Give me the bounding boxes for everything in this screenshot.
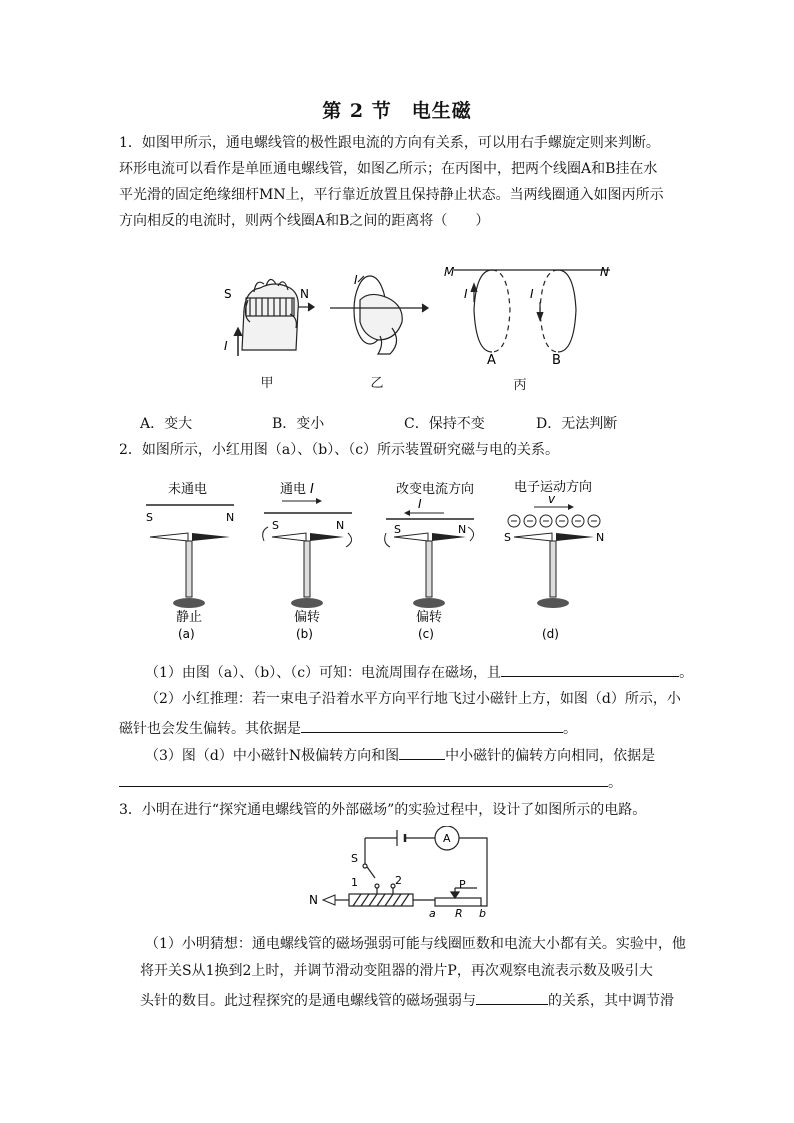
fig-bing-I-right: I xyxy=(530,287,534,301)
q1-option-b[interactable]: B．变小 xyxy=(272,416,325,432)
figure-b-current-on xyxy=(258,475,358,645)
q2-sub1: （1）由图（a）、（b）、（c）可知：电流周围存在磁场，且 。 xyxy=(145,660,693,683)
q1-option-d[interactable]: D．无法判断 xyxy=(536,416,618,432)
circuit-R-label: R xyxy=(455,907,463,920)
q2-sub2a: （2）小红推理：若一束电子沿着水平方向平行地飞过小磁针上方，如图（d）所示，小 xyxy=(145,691,681,707)
panel-b-label: (b) xyxy=(296,627,313,641)
panel-c-N: N xyxy=(458,523,467,536)
q1-text: 1．如图甲所示，通电螺线管的极性跟电流的方向有关系，可以用右手螺旋定则来判断。环形电流可以看作是单匝通电螺线管，如图乙所示；在丙图中，把两个线圈A和B挂在水平光滑的固定绝缘细杆MN上，平行靠近放置且保持静止状态。当两线圈通入如图丙所示方向相反的电流时，则两个线圈A和B之间的距离将（ ） xyxy=(119,135,664,229)
q3-sub1-answer-blank[interactable] xyxy=(476,988,548,1005)
panel-a-N: N xyxy=(226,511,235,524)
figure-d-electron-beam xyxy=(500,475,610,645)
panel-c-I: I xyxy=(418,497,422,511)
panel-c-S: S xyxy=(394,523,401,536)
q2-sub2-answer-blank[interactable] xyxy=(301,716,563,733)
panel-d-N: N xyxy=(596,531,605,544)
panel-c-top-label: 改变电流方向 xyxy=(396,482,475,497)
circuit-switch-label: S xyxy=(351,852,358,865)
q3-text: 3．小明在进行“探究通电螺线管的外部磁场”的实验过程中，设计了如图所示的电路。 xyxy=(119,802,647,818)
page-title: 第 2 节 电生磁 xyxy=(322,100,472,122)
figure-circuit xyxy=(305,826,505,922)
panel-d-label: (d) xyxy=(542,627,559,641)
q3-sub1-line2: 将开关S从1换到2上时，并调节滑动变阻器的滑片P，再次观察电流表示数及吸引大 xyxy=(140,963,653,979)
q2-sub1-answer-blank[interactable] xyxy=(501,660,679,677)
fig-bing-A-label: A xyxy=(487,353,496,367)
fig-yi-caption: 乙 xyxy=(370,376,384,391)
fig-bing-I-left: I xyxy=(464,287,468,301)
panel-d-top-label: 电子运动方向 xyxy=(514,480,593,495)
fig-yi-I-label: I xyxy=(354,273,358,287)
panel-a-S: S xyxy=(146,511,153,524)
panel-b-I: I xyxy=(310,482,314,497)
figure-a-no-current xyxy=(140,475,240,645)
fig-jia-N-label: N xyxy=(300,287,309,301)
q3-sub1-line1: （1）小明猜想：通电螺线管的磁场强弱可能与线圈匝数和电流大小都有关。实验中，他 xyxy=(145,936,686,952)
fig-jia-caption: 甲 xyxy=(260,376,274,391)
panel-c-state: 偏转 xyxy=(416,610,443,625)
panel-d-v: v xyxy=(548,492,556,506)
circuit-b-label: b xyxy=(479,907,486,920)
q2-sub3-figure-blank[interactable] xyxy=(399,743,445,760)
q2-sub3-answer-blank[interactable] xyxy=(119,770,608,787)
circuit-slider-P: P xyxy=(459,878,466,891)
fig-jia-S-label: S xyxy=(224,287,232,301)
circuit-ammeter-label: A xyxy=(443,832,451,845)
figure-yi-ring-current xyxy=(330,270,435,365)
fig-jia-I-label: I xyxy=(224,339,228,353)
figure-bing-two-coils xyxy=(440,262,620,367)
q2-text: 2．如图所示，小红用图（a）、（b）、（c）所示装置研究磁与电的关系。 xyxy=(119,442,560,458)
panel-a-top-label: 未通电 xyxy=(168,482,208,497)
figure-jia-right-hand-solenoid xyxy=(220,270,325,370)
figure-c-reversed-current xyxy=(380,475,480,645)
panel-b-N: N xyxy=(336,519,345,532)
panel-b-top-label: 通电 xyxy=(280,482,307,497)
fig-bing-caption: 丙 xyxy=(513,378,527,393)
circuit-contact-2: 2 xyxy=(395,874,402,887)
q1-option-c[interactable]: C．保持不变 xyxy=(404,416,485,432)
fig-bing-N-label: N xyxy=(600,265,609,279)
q2-sub3a: （3）图（d）中小磁针N极偏转方向和图 中小磁针的偏转方向相同，依据是 xyxy=(145,743,655,766)
panel-b-state: 偏转 xyxy=(294,610,321,625)
panel-a-label: (a) xyxy=(178,627,195,641)
circuit-contact-1: 1 xyxy=(351,876,358,889)
circuit-a-label: a xyxy=(429,907,436,920)
q3-sub1-line3: 头针的数目。此过程探究的是通电螺线管的磁场强弱与 的关系，其中调节滑 xyxy=(140,988,674,1011)
panel-a-state: 静止 xyxy=(176,610,203,625)
fig-bing-M-label: M xyxy=(444,265,455,279)
circuit-N-label: N xyxy=(309,893,318,907)
panel-d-S: S xyxy=(504,531,511,544)
q1-option-a[interactable]: A．变大 xyxy=(140,416,193,432)
q2-sub3-answer-line: 。 xyxy=(119,770,622,793)
panel-c-label: (c) xyxy=(418,627,434,641)
fig-bing-B-label: B xyxy=(552,353,561,367)
q2-sub2b: 磁针也会发生偏转。其依据是 。 xyxy=(119,716,577,739)
panel-b-S: S xyxy=(272,519,279,532)
